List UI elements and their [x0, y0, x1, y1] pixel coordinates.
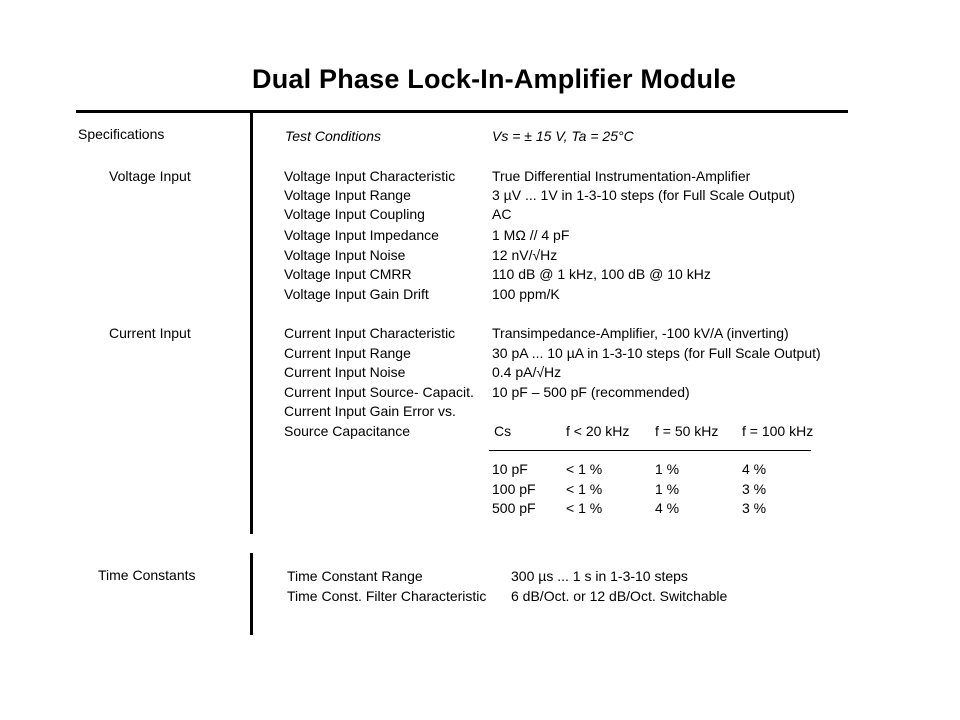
table-cell: 3 % [742, 500, 767, 516]
spec-value: 100 ppm/K [492, 286, 560, 302]
table-cell: 1 % [655, 461, 680, 477]
spec-label: Source Capacitance [284, 423, 411, 439]
table-header-rule [489, 450, 811, 451]
section-current-input: Current Input [109, 325, 191, 341]
table-cell: 4 % [742, 461, 767, 477]
spec-value: 0.4 pA/√Hz [492, 364, 562, 380]
spec-label: Voltage Input Range [284, 187, 411, 203]
table-cell: 500 pF [492, 500, 536, 516]
table-header-f20: f < 20 kHz [566, 423, 630, 439]
test-conditions-value: Vs = ± 15 V, Ta = 25°C [492, 128, 634, 144]
spec-label: Current Input Range [284, 345, 411, 361]
test-conditions-label: Test Conditions [285, 128, 381, 144]
spec-value: 110 dB @ 1 kHz, 100 dB @ 10 kHz [492, 266, 711, 282]
table-header-f100: f = 100 kHz [742, 423, 814, 439]
title-divider [76, 110, 848, 113]
table-cell: 10 pF [492, 461, 528, 477]
spec-label: Current Input Source- Capacit. [284, 384, 474, 400]
page-title: Dual Phase Lock-In-Amplifier Module [252, 64, 737, 94]
spec-label: Voltage Input CMRR [284, 266, 412, 282]
spec-label: Current Input Gain Error vs. [284, 403, 456, 419]
table-cell: 100 pF [492, 481, 536, 497]
spec-value: 12 nV/√Hz [492, 247, 558, 263]
specifications-heading: Specifications [78, 126, 165, 142]
spec-value: 30 pA ... 10 µA in 1-3-10 steps (for Full Scale Output) [492, 345, 821, 361]
spec-value: 10 pF – 500 pF (recommended) [492, 384, 690, 400]
table-cell: 3 % [742, 481, 767, 497]
spec-value: True Differential Instrumentation-Amplifier [492, 168, 751, 184]
table-header-cs: Cs [494, 423, 512, 439]
spec-label: Voltage Input Gain Drift [284, 286, 429, 302]
spec-label: Current Input Noise [284, 364, 406, 380]
spec-value: 300 µs ... 1 s in 1-3-10 steps [511, 568, 688, 584]
section-divider-lower [250, 553, 253, 635]
table-header-f50: f = 50 kHz [655, 423, 719, 439]
spec-label: Voltage Input Noise [284, 247, 406, 263]
spec-value: AC [492, 206, 512, 222]
section-divider-upper [250, 112, 253, 534]
spec-label: Current Input Characteristic [284, 325, 456, 341]
spec-value: Transimpedance-Amplifier, -100 kV/A (inverting) [492, 325, 789, 341]
spec-value: 3 µV ... 1V in 1-3-10 steps (for Full Scale Output) [492, 187, 795, 203]
spec-label: Voltage Input Characteristic [284, 168, 456, 184]
spec-label: Voltage Input Impedance [284, 227, 439, 243]
table-cell: 4 % [655, 500, 680, 516]
section-voltage-input: Voltage Input [109, 168, 191, 184]
section-time-constants: Time Constants [98, 567, 196, 583]
spec-label: Voltage Input Coupling [284, 206, 425, 222]
table-cell: < 1 % [566, 481, 603, 497]
table-cell: < 1 % [566, 500, 603, 516]
table-cell: < 1 % [566, 461, 603, 477]
spec-value: 6 dB/Oct. or 12 dB/Oct. Switchable [511, 588, 728, 604]
table-cell: 1 % [655, 481, 680, 497]
spec-value: 1 MΩ // 4 pF [492, 227, 570, 243]
spec-label: Time Const. Filter Characteristic [287, 588, 487, 604]
spec-label: Time Constant Range [287, 568, 423, 584]
